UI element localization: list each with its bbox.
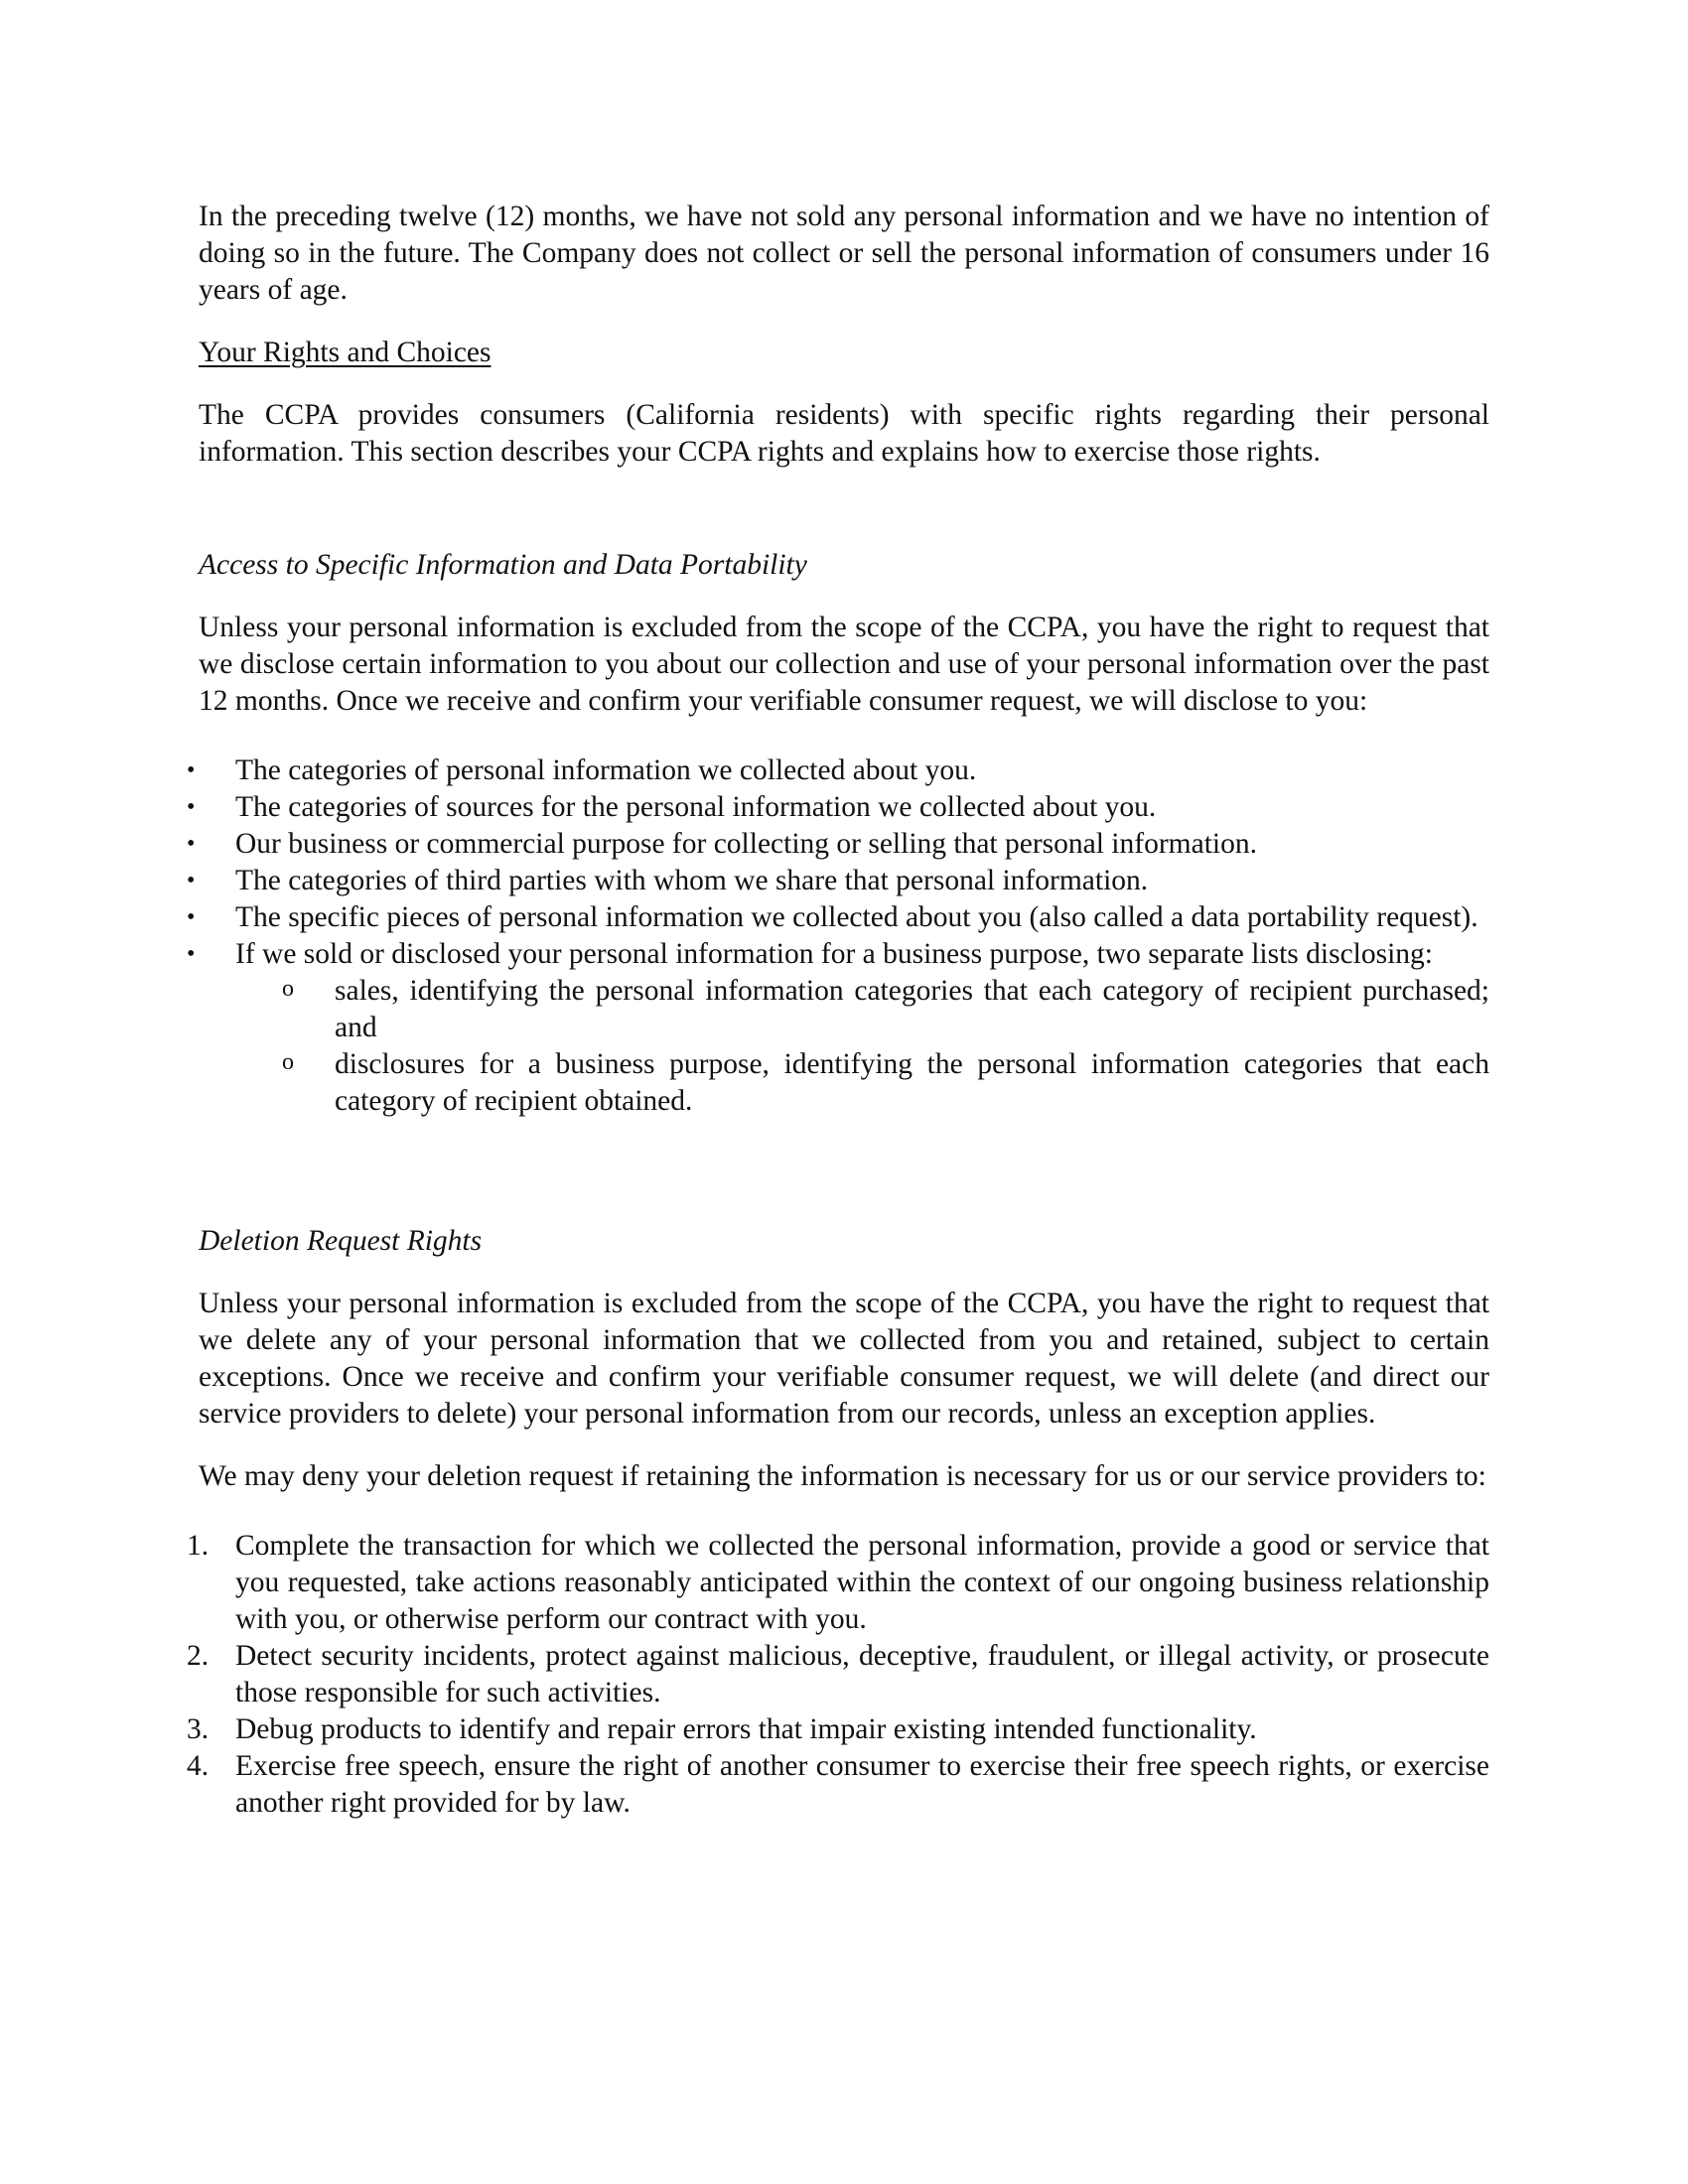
numbered-item bbox=[187, 1638, 1489, 1711]
circle-bullet-icon: o bbox=[282, 1049, 294, 1075]
numbered-item-text: Debug products to identify and repair errors that impair existing intended functionality. bbox=[235, 1713, 1257, 1745]
bullet-icon: • bbox=[187, 757, 196, 783]
list-item bbox=[187, 899, 1489, 936]
circle-bullet-icon: o bbox=[282, 976, 294, 1002]
access-bullet-list bbox=[187, 752, 1489, 1120]
deletion-paragraph: Unless your personal information is excluded from the scope of the CCPA, you have the right to request that we delete any of your personal information that we collected from you and retained, subject to certain exceptions. Once we receive and confirm your verifiable consumer request, we will delete (and direct our service providers to delete) your personal information from our records, unless an exception applies. bbox=[199, 1288, 1489, 1430]
exceptions-numbered-list bbox=[187, 1528, 1489, 1822]
numbered-item-text: Exercise free speech, ensure the right of another consumer to exercise their free speech rights, or exercise another right provided for by law. bbox=[235, 1750, 1489, 1819]
list-item-text: Our business or commercial purpose for collecting or selling that personal information. bbox=[235, 828, 1257, 860]
numbered-item bbox=[187, 1748, 1489, 1822]
sub-list-item-text: sales, identifying the personal information categories that each category of recipient purchased; and bbox=[335, 975, 1489, 1043]
deletion-heading: Deletion Request Rights bbox=[199, 1225, 483, 1257]
numbered-item bbox=[187, 1528, 1489, 1638]
item-number: 1. bbox=[187, 1530, 210, 1562]
access-paragraph: Unless your personal information is excluded from the scope of the CCPA, you have the right to request that we disclose certain information to you about our collection and use of your personal information over the past 12 months. Once we receive and confirm your verifiable consumer request, we will disclose to you: bbox=[199, 612, 1489, 717]
item-number: 4. bbox=[187, 1750, 210, 1782]
list-item-text: The categories of sources for the personal information we collected about you. bbox=[235, 791, 1157, 823]
list-item-text: The categories of personal information we collected about you. bbox=[235, 754, 977, 786]
list-item bbox=[187, 789, 1489, 826]
item-number: 3. bbox=[187, 1713, 210, 1745]
document-page bbox=[187, 199, 1489, 1822]
sub-bullet-list bbox=[235, 973, 1489, 1120]
list-item bbox=[187, 752, 1489, 789]
access-heading: Access to Specific Information and Data Portability bbox=[199, 549, 807, 581]
bullet-icon: • bbox=[187, 904, 196, 930]
list-item-text: The specific pieces of personal information we collected about you (also called a data portability request). bbox=[235, 901, 1478, 933]
sub-list-item bbox=[235, 1046, 1489, 1120]
list-item-text: If we sold or disclosed your personal information for a business purpose, two separate lists disclosing: bbox=[235, 938, 1433, 970]
numbered-item-text: Complete the transaction for which we collected the personal information, provide a good or service that you requested, take actions reasonably anticipated within the context of our ongoing business relationship with you, or otherwise perform our contract with you. bbox=[235, 1530, 1489, 1635]
deny-paragraph: We may deny your deletion request if retaining the information is necessary for us or our service providers to: bbox=[199, 1460, 1486, 1492]
numbered-item-text: Detect security incidents, protect against malicious, deceptive, fraudulent, or illegal activity, or prosecute those responsible for such activities. bbox=[235, 1640, 1489, 1708]
rights-paragraph: The CCPA provides consumers (California residents) with specific rights regarding their personal information. This section describes your CCPA rights and explains how to exercise those rights. bbox=[199, 399, 1489, 468]
list-item-text: The categories of third parties with whom we share that personal information. bbox=[235, 865, 1149, 896]
intro-paragraph: In the preceding twelve (12) months, we have not sold any personal information and we have no intention of doing so in the future. The Company does not collect or sell the personal information of consumers under 16 years of age. bbox=[199, 201, 1489, 306]
bullet-icon: • bbox=[187, 831, 196, 857]
list-item bbox=[187, 936, 1489, 1120]
list-item bbox=[187, 863, 1489, 899]
numbered-item bbox=[187, 1711, 1489, 1748]
bullet-icon: • bbox=[187, 941, 196, 967]
sub-list-item-text: disclosures for a business purpose, identifying the personal information categories that each category of recipient obtained. bbox=[335, 1048, 1489, 1117]
bullet-icon: • bbox=[187, 868, 196, 893]
rights-heading: Your Rights and Choices bbox=[199, 337, 492, 368]
item-number: 2. bbox=[187, 1640, 210, 1672]
sub-list-item bbox=[235, 973, 1489, 1046]
bullet-icon: • bbox=[187, 794, 196, 820]
list-item bbox=[187, 826, 1489, 863]
